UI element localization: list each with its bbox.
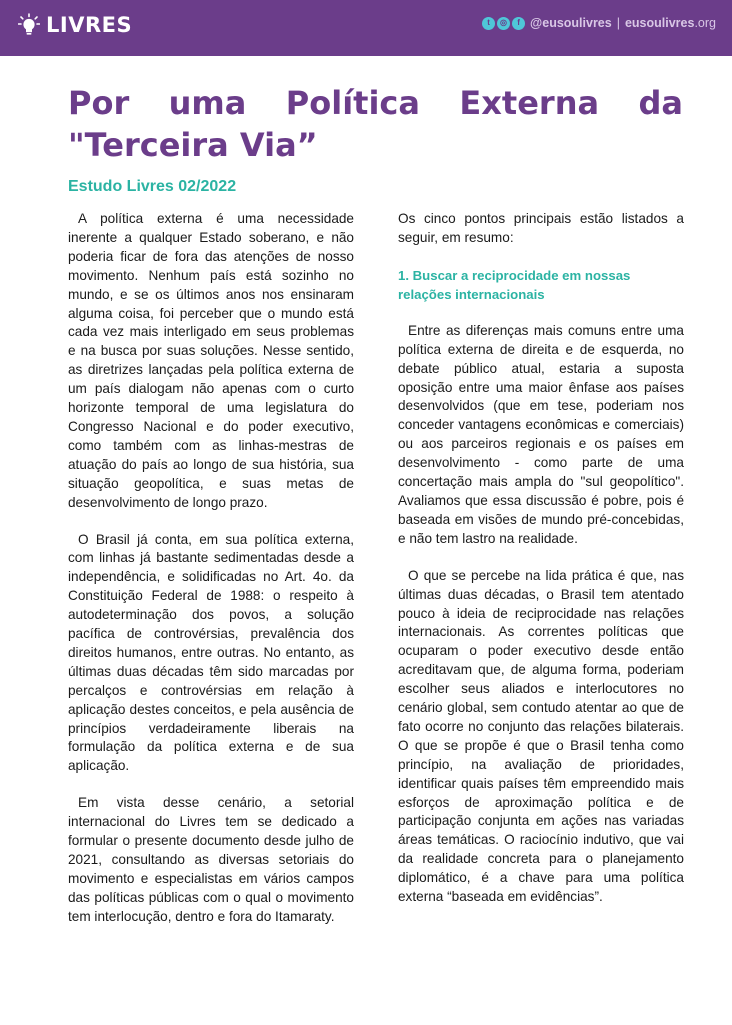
logo-text: LIVRES xyxy=(46,13,133,37)
social-handle[interactable]: @eusoulivres xyxy=(530,16,612,30)
website-name: eusoulivres xyxy=(624,16,695,30)
livres-logo[interactable] xyxy=(18,13,132,37)
header-bar xyxy=(0,0,732,56)
document-subtitle: Estudo Livres 02/2022 xyxy=(68,178,237,195)
paragraph-points-intro: Os cinco pontos principais estão listados a seguir, em resumo: xyxy=(398,211,684,245)
paragraph-context: Em vista desse cenário, a setorial internacional do Livres tem se dedicado a formular o presente documento desde julho de 2021, consultando as diversas setoriais do movimento e especialistas em vários campos das políticas públicas com o qual o movimento tem interlocução, dentro e fora do Itamaraty. xyxy=(68,795,354,924)
right-column xyxy=(398,210,684,925)
header-separator: | xyxy=(616,16,620,30)
document-title: Por uma Política Externa da "Terceira Via” xyxy=(68,84,683,164)
social-links xyxy=(482,14,716,32)
facebook-icon[interactable]: f xyxy=(512,17,525,30)
paragraph-reciprocity: O que se percebe na lida prática é que, nas últimas duas décadas, o Brasil tem atentado pouco à ideia de reciprocidade nas relações internacionais. As correntes políticas que ocuparam o poder executivo desde então acreditavam que, de alguma forma, poderiam escolher seus aliados e interlocutores no cenário global, sem contudo atentar ao que de fato ocorre no conjunto das relações bilaterais. O que se propõe é que o Brasil tenha como princípio, na avaliação de prioridades, identificar quais países têm empreendido mais esforços de aproximação política e de participação conjunta em ações nas variadas áreas temáticas. O raciocínio indutivo, que vai da realidade concreta para o planejamento diplomático, é a chave para uma política externa “baseada em evidências”. xyxy=(398,567,684,905)
twitter-icon[interactable]: t xyxy=(482,17,495,30)
lightbulb-icon xyxy=(18,13,40,37)
paragraph-intro: A política externa é uma necessidade inerente a qualquer Estado soberano, e não poderia ficar de fora das atenções de nosso movimento. Nenhum país está sozinho no mundo, e se os últimos anos nos ensinaram alguma coisa, foi perceber que o mundo está cada vez mais interligado em seus problemas e na busca por suas soluções. Nesse sentido, as diretrizes lançadas pela política externa de um país dialogam não apenas com o curto horizonte temporal de uma legislatura do Congresso Nacional e do poder executivo, como também com as linhas-mestras de atuação do país ao longo de sua história, sua situação geopolítica, e suas metas de desenvolvimento de longo prazo. xyxy=(68,211,354,510)
website-suffix: .org xyxy=(694,16,716,30)
left-column xyxy=(68,210,354,945)
website-link[interactable] xyxy=(625,16,716,30)
instagram-icon[interactable]: ◎ xyxy=(497,17,510,30)
paragraph-brazil-policy: O Brasil já conta, em sua política externa, com linhas já bastante sedimentadas desde a independência, e solidificadas no Art. 4o. da Constituição Federal de 1988: o respeito à autodeterminação dos povos, a solução pacífica de controvérsias, prevalência dos direitos humanos, entre outras. No entanto, as últimas duas décadas têm sido marcadas por percalços e controvérsias em relação à aplicação destes conceitos, e pela ausência de princípios verdadeiramente liberais na formulação da política externa e de sua aplicação. xyxy=(68,531,354,774)
paragraph-left-right-debate: Entre as diferenças mais comuns entre uma política externa de direita e de esquerda, no debate público atual, estaria a suposta oposição entre uma maior ênfase aos países desenvolvidos (que em tese, poderiam nos conceder vantagens econômicas e comerciais) ou aos parceiros regionais e os países em desenvolvimento - como parte de uma concertação mais ampla do "sul geopolítico". Avaliamos que essa discussão é pobre, pois é baseada em visões de mundo pré-concebidas, e não tem lastro na realidade. xyxy=(398,322,684,546)
section-heading-reciprocity: 1. Buscar a reciprocidade em nossas relações internacionais xyxy=(398,267,631,302)
